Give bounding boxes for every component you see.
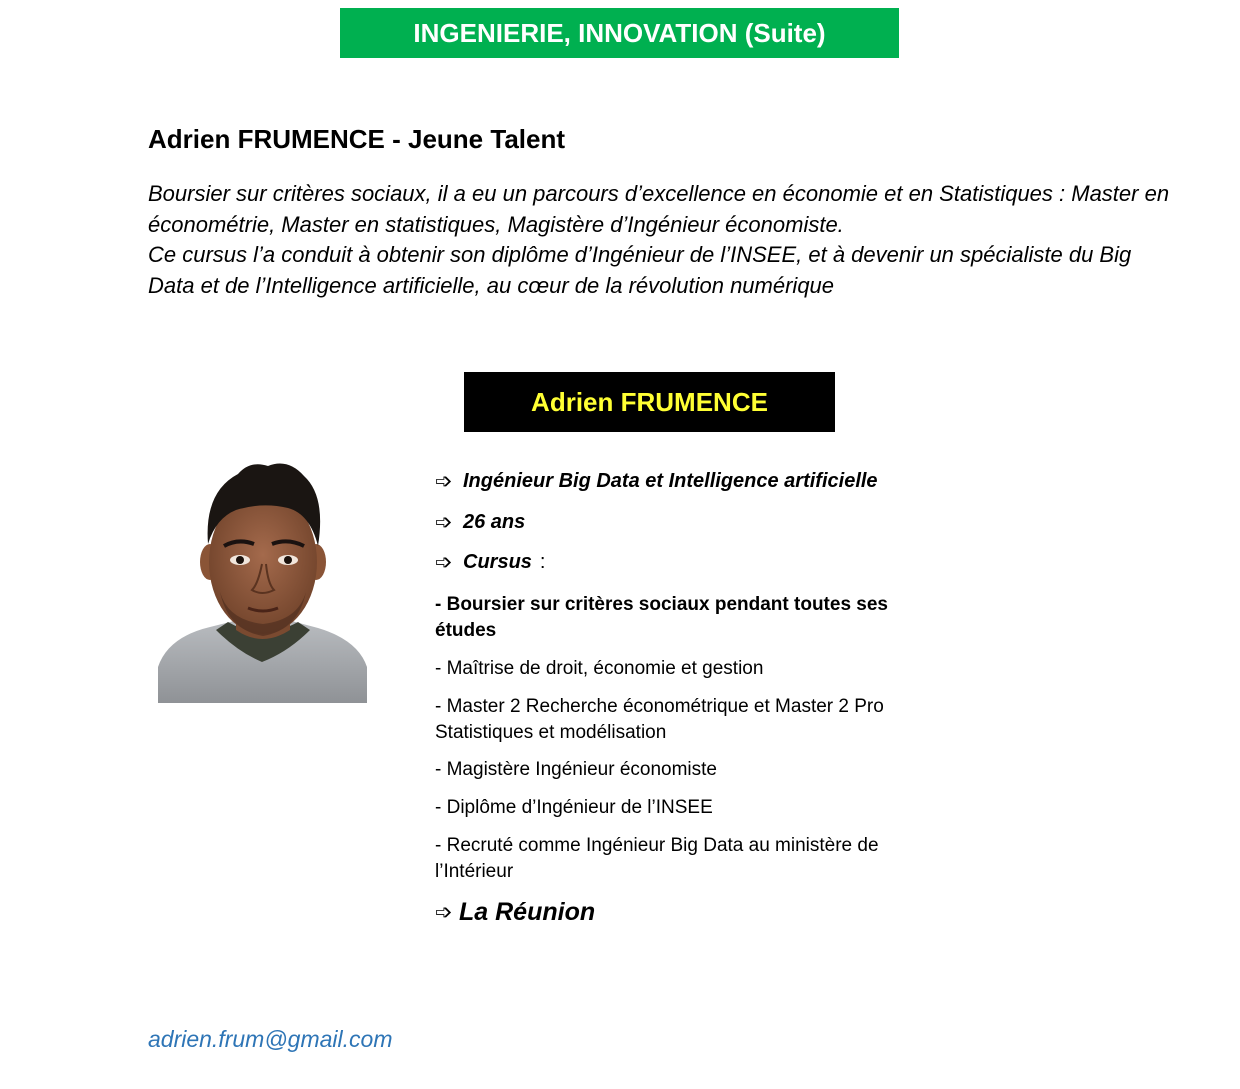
cursus-item: - Magistère Ingénieur économiste [435, 759, 717, 780]
role-bullet [435, 469, 878, 494]
section-banner: INGENIERIE, INNOVATION (Suite) [340, 8, 899, 58]
location-bullet [435, 898, 595, 927]
arrow-icon: ➩ [435, 901, 453, 924]
cursus-item: - Diplôme d’Ingénieur de l’INSEE [435, 797, 713, 818]
cursus-item: - Recruté comme Ingénieur Big Data au ministère de l’Intérieur [435, 835, 879, 882]
arrow-icon: ➩ [435, 511, 453, 534]
intro-paragraph-1: Boursier sur critères sociaux, il a eu un parcours d’excellence en économie et en Statistiques : Master en économétrie, Master en statistiques, Magistère d’Ingénieur économiste. [148, 181, 1170, 237]
cursus-bullet [435, 550, 545, 575]
cursus-colon: : [539, 551, 546, 573]
name-box: Adrien FRUMENCE [464, 372, 835, 432]
role-text: Ingénieur Big Data et Intelligence artificielle [463, 470, 878, 492]
email-link[interactable]: adrien.frum@gmail.com [148, 1026, 393, 1052]
arrow-icon: ➩ [435, 470, 453, 493]
portrait-illustration [158, 452, 367, 703]
profile-intro [148, 179, 1178, 301]
profile-title: Adrien FRUMENCE - Jeune Talent [148, 124, 566, 154]
cursus-item: - Maîtrise de droit, économie et gestion [435, 658, 764, 679]
portrait-photo [158, 452, 367, 703]
arrow-icon: ➩ [435, 551, 453, 574]
location-text: La Réunion [459, 898, 596, 926]
cursus-item: - Master 2 Recherche économétrique et Master 2 Pro Statistiques et modélisation [435, 696, 884, 743]
cursus-item: - Boursier sur critères sociaux pendant toutes ses études [435, 594, 888, 641]
intro-paragraph-2: Ce cursus l’a conduit à obtenir son diplôme d’Ingénieur de l’INSEE, et à devenir un spécialiste du Big Data et de l’Intelligence artificielle, au cœur de la révolution numérique [148, 242, 1132, 298]
age-bullet [435, 510, 525, 535]
age-text: 26 ans [463, 511, 526, 533]
cursus-label: Cursus [463, 551, 532, 573]
